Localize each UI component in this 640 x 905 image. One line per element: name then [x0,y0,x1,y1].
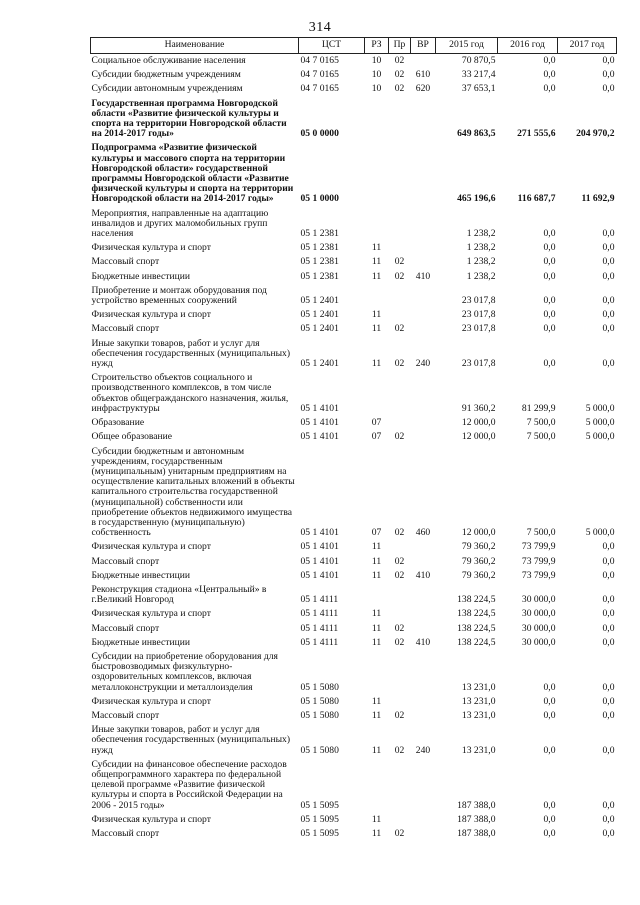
row-name: Физическая культура и спорт [91,695,211,707]
table-row [91,54,617,69]
row-rz: 11 [371,636,382,648]
row-rz: 11 [371,828,382,839]
header-2017: 2017 год [558,38,617,54]
row-cst: 05 1 4111 [300,594,339,606]
row-2016: 0,0 [543,270,556,282]
row-cst: 04 7 0165 [300,83,339,95]
table-row [91,322,617,336]
row-pr: 02 [394,431,405,443]
row-cst: 05 1 2381 [300,242,339,254]
row-pr [389,241,411,255]
row-2015: 23 017,8 [461,358,496,370]
row-rz [365,207,389,242]
row-pr [389,583,411,607]
row-2015: 1 238,2 [466,228,496,240]
header-2016: 2016 год [498,38,558,54]
row-rz: 11 [371,555,382,567]
row-vr: 620 [415,83,431,95]
row-cst: 05 1 2401 [300,358,339,370]
row-vr [411,650,436,695]
row-2016: 7 500,0 [526,417,556,429]
table-row [91,569,617,583]
header-vr: ВР [411,38,436,54]
row-name: Реконструкция стадиона «Центральный» в г.Великий Новгород [91,583,267,606]
row-2015: 79 360,2 [461,555,496,567]
table-row [91,207,617,242]
row-vr [411,54,436,69]
table-row [91,695,617,709]
row-2016: 30 000,0 [521,594,556,606]
row-rz: 10 [371,83,382,95]
row-vr: 410 [415,569,431,581]
row-pr: 02 [394,709,405,721]
row-2017: 0,0 [602,594,615,606]
row-2017: 0,0 [602,813,615,825]
row-name: Массовый спорт [91,709,160,721]
row-name: Субсидии бюджетным и автономным учреждениям, государственным (муниципальным) унитарным предприятиям на осуществление капитальных вложений в объекты капитального строительства государственной (муниципальной) собственности или приобретение объектов недвижимого имущества в государственную (муниципальную) собственность [91,445,295,539]
row-rz: 11 [371,813,382,825]
row-cst: 05 1 5080 [300,709,339,721]
row-2016: 0,0 [543,242,556,254]
row-name: Физическая культура и спорт [91,813,211,825]
row-pr [389,650,411,695]
row-cst: 05 1 4111 [300,608,339,620]
row-name: Физическая культура и спорт [91,309,211,321]
row-pr [389,207,411,242]
row-rz: 10 [371,55,382,66]
row-cst: 05 1 4101 [300,541,339,553]
row-cst: 05 1 4101 [300,431,339,443]
table-row [91,97,617,142]
budget-table [90,37,617,841]
row-rz: 10 [371,69,382,81]
page-number: 314 [308,20,332,35]
row-2017: 5 000,0 [585,431,615,443]
header-row [91,38,617,54]
row-rz: 11 [371,608,382,620]
row-vr [411,416,436,430]
row-cst: 05 1 4101 [300,569,339,581]
row-rz [365,583,389,607]
row-2017: 5 000,0 [585,527,615,539]
row-2016: 0,0 [543,69,556,81]
row-2016: 0,0 [543,323,556,335]
row-vr [411,371,436,416]
row-pr [389,695,411,709]
row-2015: 187 388,0 [457,799,496,811]
row-pr [389,607,411,621]
table-row [91,813,617,827]
row-name: Массовый спорт [91,323,160,335]
row-2017: 0,0 [602,799,615,811]
row-2016: 0,0 [543,83,556,95]
row-name: Субсидии автономным учреждениям [91,83,243,95]
table-row [91,371,617,416]
row-2017: 0,0 [602,622,615,634]
table-body [91,54,617,842]
row-2017: 0,0 [602,709,615,721]
row-2015: 12 000,0 [461,527,496,539]
row-2017: 0,0 [602,228,615,240]
row-vr [411,827,436,841]
row-cst: 05 1 4101 [300,527,339,539]
row-name: Приобретение и монтаж оборудования под устройство временных сооружений [91,284,267,307]
row-vr [411,607,436,621]
table-row [91,758,617,813]
row-name: Массовый спорт [91,828,160,839]
row-2017: 0,0 [602,69,615,81]
row-rz: 07 [371,417,382,429]
row-rz: 11 [371,358,382,370]
row-2016: 0,0 [543,695,556,707]
row-cst: 05 0 0000 [300,128,339,140]
row-2017: 0,0 [602,358,615,370]
row-pr [389,416,411,430]
row-rz [365,371,389,416]
row-2015: 79 360,2 [461,541,496,553]
row-2015: 187 388,0 [457,828,496,839]
row-2017: 0,0 [602,295,615,307]
row-2015: 138 224,5 [457,622,496,634]
row-2016: 0,0 [543,744,556,756]
row-2016: 73 799,9 [521,555,556,567]
row-cst: 05 1 4101 [300,417,339,429]
row-cst: 05 1 5095 [300,799,339,811]
table-row [91,337,617,372]
row-rz: 11 [371,256,382,268]
row-2016: 30 000,0 [521,622,556,634]
row-rz: 11 [371,709,382,721]
row-2016: 0,0 [543,228,556,240]
row-2015: 13 231,0 [461,709,496,721]
table-row [91,445,617,541]
row-cst: 05 1 5080 [300,681,339,693]
row-cst: 05 1 2401 [300,295,339,307]
table-row [91,555,617,569]
row-vr [411,758,436,813]
row-2016: 0,0 [543,681,556,693]
row-vr [411,583,436,607]
table-row [91,284,617,308]
row-name: Иные закупки товаров, работ и услуг для обеспечения государственных (муниципальных) нужд [91,337,291,370]
row-name: Массовый спорт [91,555,160,567]
row-2016: 0,0 [543,799,556,811]
row-2016: 73 799,9 [521,541,556,553]
row-pr: 02 [394,83,405,95]
row-rz: 11 [371,541,382,553]
row-vr [411,709,436,723]
table-row [91,141,617,206]
row-2017: 204 970,2 [576,128,615,140]
row-pr: 02 [394,69,405,81]
row-name: Физическая культура и спорт [91,242,211,254]
row-2015: 13 231,0 [461,681,496,693]
row-2015: 33 217,4 [461,69,496,81]
row-name: Субсидии бюджетным учреждениям [91,69,241,81]
row-name: Общее образование [91,431,173,443]
row-pr: 02 [394,828,405,839]
row-2017: 0,0 [602,256,615,268]
row-2016: 30 000,0 [521,608,556,620]
row-rz: 07 [371,527,382,539]
row-pr: 02 [394,358,405,370]
row-2017: 0,0 [602,569,615,581]
row-pr: 02 [394,622,405,634]
row-cst: 05 1 0000 [300,193,339,205]
row-cst: 05 1 4101 [300,402,339,414]
row-2015: 12 000,0 [461,431,496,443]
row-pr: 02 [394,555,405,567]
table-row [91,540,617,554]
row-2015: 23 017,8 [461,323,496,335]
row-name: Бюджетные инвестиции [91,270,190,282]
row-2015: 138 224,5 [457,608,496,620]
header-cst: ЦСТ [299,38,365,54]
row-2016: 271 555,6 [517,128,556,140]
row-name: Образование [91,417,145,429]
row-2015: 13 231,0 [461,744,496,756]
row-pr [389,371,411,416]
row-cst: 05 1 2381 [300,228,339,240]
row-vr: 240 [415,744,431,756]
row-2016: 30 000,0 [521,636,556,648]
row-pr [389,141,411,206]
header-rz: РЗ [365,38,389,54]
row-name: Иные закупки товаров, работ и услуг для обеспечения государственных (муниципальных) нужд [91,724,291,756]
row-2017: 0,0 [602,270,615,282]
row-2017: 0,0 [602,695,615,707]
row-name: Массовый спорт [91,622,160,634]
row-vr: 410 [415,636,431,648]
row-2017: 0,0 [602,242,615,254]
row-cst: 05 1 5080 [300,744,339,756]
row-cst: 05 1 5095 [300,813,339,825]
row-vr [411,622,436,636]
row-pr: 02 [394,55,405,66]
row-2015: 187 388,0 [457,813,496,825]
table-row [91,583,617,607]
row-rz [365,97,389,142]
table-row [91,709,617,723]
row-pr: 02 [394,323,405,335]
row-vr [411,207,436,242]
row-2016: 0,0 [543,256,556,268]
table-row [91,723,617,758]
row-2015: 13 231,0 [461,695,496,707]
row-2015: 138 224,5 [457,636,496,648]
row-2015: 23 017,8 [461,295,496,307]
row-2015: 1 238,2 [466,242,496,254]
table-row [91,636,617,650]
row-vr [411,308,436,322]
row-2016: 0,0 [543,358,556,370]
row-2016: 0,0 [543,55,556,66]
row-pr [389,758,411,813]
row-cst: 05 1 4101 [300,555,339,567]
row-cst: 05 1 5095 [300,828,339,839]
row-2017: 0,0 [602,681,615,693]
row-rz: 07 [371,431,382,443]
table-header [91,38,617,54]
row-2015: 12 000,0 [461,417,496,429]
table-row [91,270,617,284]
row-pr [389,308,411,322]
row-name: Строительство объектов социального и производственного комплексов, в том числе объектов общегражданского назначения, жилья, инфраструктуры [91,372,289,414]
row-2017: 0,0 [602,608,615,620]
table-row [91,650,617,695]
table-row [91,241,617,255]
row-2017: 5 000,0 [585,402,615,414]
row-pr: 02 [394,527,405,539]
row-2016: 0,0 [543,309,556,321]
row-cst: 05 1 2381 [300,256,339,268]
row-rz [365,758,389,813]
row-cst: 05 1 5080 [300,695,339,707]
row-rz: 11 [371,242,382,254]
row-vr [411,540,436,554]
row-name: Субсидии на приобретение оборудования для быстровозводимых физкультурно-оздоровительных комплексов, включая металлоконструкции и металлоизделия [91,650,278,693]
row-cst: 04 7 0165 [300,55,339,66]
row-2015: 79 360,2 [461,569,496,581]
table-row [91,430,617,444]
row-rz: 11 [371,695,382,707]
row-2015: 91 360,2 [461,402,496,414]
row-name: Физическая культура и спорт [91,608,211,620]
row-2016: 73 799,9 [521,569,556,581]
row-cst: 05 1 2381 [300,270,339,282]
row-2017: 0,0 [602,55,615,66]
row-pr: 02 [394,569,405,581]
table-row [91,82,617,96]
table-row [91,827,617,841]
row-pr [389,284,411,308]
row-name: Бюджетные инвестиции [91,569,190,581]
row-2017: 0,0 [602,309,615,321]
row-vr: 460 [415,527,431,539]
table-row [91,622,617,636]
row-2015: 138 224,5 [457,594,496,606]
row-rz: 11 [371,569,382,581]
row-vr [411,695,436,709]
row-cst: 05 1 2401 [300,309,339,321]
row-2016: 0,0 [543,709,556,721]
row-vr: 240 [415,358,431,370]
row-2017: 0,0 [602,541,615,553]
row-2017: 0,0 [602,83,615,95]
row-name: Массовый спорт [91,256,160,268]
row-2015: 23 017,8 [461,309,496,321]
row-cst: 05 1 2401 [300,323,339,335]
row-2015: 1 238,2 [466,270,496,282]
header-2015: 2015 год [436,38,498,54]
row-name: Подпрограмма «Развитие физической культуры и массового спорта на территории Новгородской области» государственной программы Новгородской области «Развитие физической культуры и спорта на территории Новгородской области на 2014-2017 годы» [91,142,294,205]
row-vr: 410 [415,270,431,282]
row-vr [411,430,436,444]
row-2017: 0,0 [602,323,615,335]
row-name: Государственная программа Новгородской области «Развитие физической культуры и спорта на территории Новгородской области на 2014-2017 годы» [91,97,287,140]
row-2016: 7 500,0 [526,527,556,539]
row-pr [389,813,411,827]
row-2017: 0,0 [602,555,615,567]
row-name: Бюджетные инвестиции [91,636,190,648]
row-2015: 465 196,6 [457,193,496,205]
row-rz: 11 [371,744,382,756]
header-pr: Пр [389,38,411,54]
row-pr [389,540,411,554]
row-rz: 11 [371,309,382,321]
table-row [91,68,617,82]
row-2017: 0,0 [602,636,615,648]
row-name: Субсидии на финансовое обеспечение расходов общепрограммного характера по федеральной целевой программе «Развитие физической культуры и спорта в Российской Федерации на 2006 - 2015 годы» [91,758,287,811]
row-pr: 02 [394,744,405,756]
row-2017: 5 000,0 [585,417,615,429]
table-row [91,607,617,621]
table-row [91,308,617,322]
row-pr: 02 [394,256,405,268]
row-2016: 0,0 [543,813,556,825]
row-2015: 649 863,5 [457,128,496,140]
row-2016: 0,0 [543,295,556,307]
table-row [91,416,617,430]
row-vr [411,241,436,255]
row-2016: 7 500,0 [526,431,556,443]
row-2017: 0,0 [602,828,615,839]
row-vr [411,97,436,142]
row-vr [411,141,436,206]
row-2016: 116 687,7 [517,193,556,205]
row-vr [411,284,436,308]
row-2015: 70 870,5 [461,55,496,66]
row-vr [411,813,436,827]
table-row [91,255,617,269]
row-cst: 04 7 0165 [300,69,339,81]
row-rz [365,284,389,308]
row-rz [365,650,389,695]
row-2015: 37 653,1 [461,83,496,95]
row-name: Мероприятия, направленные на адаптацию инвалидов и других маломобильных групп населения [91,207,269,240]
header-name: Наименование [91,38,299,54]
row-rz: 11 [371,270,382,282]
row-pr [389,97,411,142]
row-vr [411,322,436,336]
row-2017: 0,0 [602,744,615,756]
row-2016: 0,0 [543,828,556,839]
row-rz: 11 [371,622,382,634]
row-rz: 11 [371,323,382,335]
row-2016: 81 299,9 [521,402,556,414]
row-pr: 02 [394,270,405,282]
row-vr [411,555,436,569]
row-cst: 05 1 4111 [300,636,339,648]
row-rz [365,141,389,206]
row-2017: 11 692,9 [581,193,615,205]
row-name: Физическая культура и спорт [91,541,211,553]
row-2015: 1 238,2 [466,256,496,268]
row-pr: 02 [394,636,405,648]
row-name: Социальное обслуживание населения [91,55,246,66]
row-vr [411,255,436,269]
row-vr: 610 [415,69,431,81]
row-cst: 05 1 4111 [300,622,339,634]
